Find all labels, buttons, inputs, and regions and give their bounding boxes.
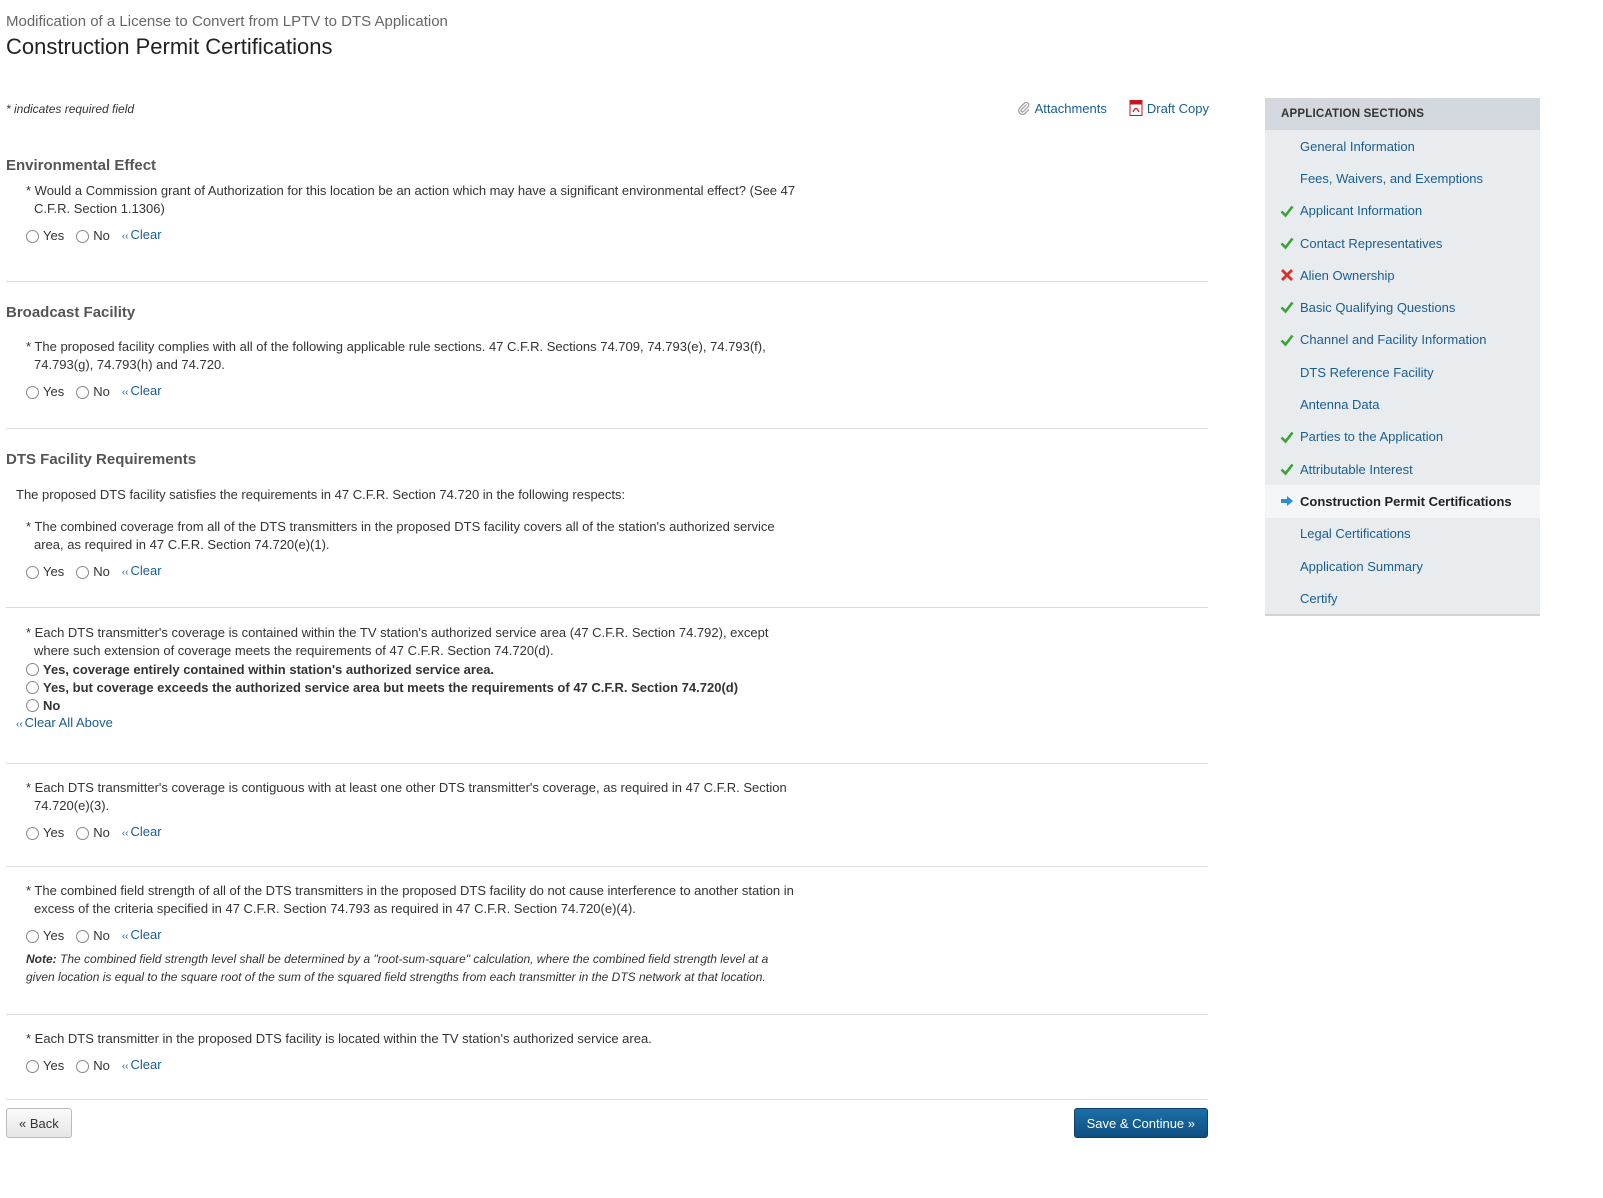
sidebar-item[interactable] xyxy=(1265,324,1540,356)
yes-no-group xyxy=(16,1057,806,1075)
chevron-left-icon: ‹‹ xyxy=(16,719,23,730)
main-content xyxy=(6,96,1243,1100)
clear-link[interactable]: ‹‹ Clear xyxy=(121,927,162,942)
yes-no-group xyxy=(16,824,806,842)
radio-option-no[interactable] xyxy=(26,699,39,712)
sidebar-item[interactable] xyxy=(1265,582,1540,614)
section-dts-facility-requirements xyxy=(6,429,1208,608)
question-text: * The combined coverage from all of the DTS transmitters in the proposed DTS facility covers all of the station's authorized service area, as required in 47 C.F.R. Section 74.720(e)(1). xyxy=(26,519,775,552)
radio-yes[interactable] xyxy=(26,566,39,579)
radio-yes-label: Yes xyxy=(43,928,65,943)
sidebar-item-label: DTS Reference Facility xyxy=(1300,364,1434,380)
clear-link[interactable]: ‹‹ Clear xyxy=(121,824,162,839)
sidebar-heading: APPLICATION SECTIONS xyxy=(1265,98,1540,130)
clear-link[interactable]: ‹‹ Clear xyxy=(121,1057,162,1072)
radio-no[interactable] xyxy=(76,230,89,243)
sidebar-item-label: Applicant Information xyxy=(1300,203,1423,219)
toolbar-links xyxy=(1017,100,1209,116)
radio-no[interactable] xyxy=(76,1060,89,1073)
radio-no[interactable] xyxy=(76,386,89,399)
sidebar-item-label: Alien Ownership xyxy=(1300,267,1395,283)
chevron-left-icon: ‹‹ xyxy=(121,567,129,578)
radio-yes-label: Yes xyxy=(43,384,65,399)
sidebar-item[interactable] xyxy=(1265,356,1540,388)
radio-yes-label: Yes xyxy=(43,825,65,840)
question-text: * Each DTS transmitter's coverage is contiguous with at least one other DTS transmitter's coverage, as required in 47 C.F.R. Section 74.720(e)(3). xyxy=(26,780,787,813)
radio-no[interactable] xyxy=(76,566,89,579)
paperclip-icon xyxy=(1017,101,1031,115)
radio-no-label: No xyxy=(93,1058,110,1073)
form-buttons xyxy=(6,1108,1208,1138)
sidebar-item[interactable] xyxy=(1265,453,1540,485)
sidebar-item[interactable] xyxy=(1265,227,1540,259)
back-button[interactable]: « Back xyxy=(6,1108,72,1138)
dts-intro-text: The proposed DTS facility satisfies the requirements in 47 C.F.R. Section 74.720 in the following respects: xyxy=(16,487,626,502)
page-header xyxy=(6,12,448,62)
option-no xyxy=(6,696,1208,714)
yes-no-group xyxy=(16,383,806,401)
clear-link[interactable]: ‹‹ Clear xyxy=(121,227,162,242)
radio-no-label: No xyxy=(93,825,110,840)
section-dts-coverage-contained xyxy=(6,608,1208,764)
sidebar-item[interactable] xyxy=(1265,195,1540,227)
sidebar-item[interactable] xyxy=(1265,259,1540,291)
note-text: The combined field strength level shall be determined by a "root-sum-square" calculation, where the combined field strength level at a given location is equal to the square root of the sum of the squared field strengths from each transmitter in the DTS network at that location. xyxy=(26,952,769,984)
question-text: * Would a Commission grant of Authorization for this location be an action which may have a significant environmental effect? (See 47 C.F.R. Section 1.1306) xyxy=(26,183,796,216)
chevron-left-icon: ‹‹ xyxy=(121,387,129,398)
radio-yes-label: Yes xyxy=(43,564,65,579)
clear-all-row xyxy=(6,714,1208,732)
question xyxy=(6,1030,806,1075)
chevron-left-icon: ‹‹ xyxy=(121,1061,129,1072)
radio-yes-label: Yes xyxy=(43,228,65,243)
sidebar-item[interactable] xyxy=(1265,291,1540,323)
field-strength-note xyxy=(6,950,786,986)
sidebar-item-label: Contact Representatives xyxy=(1300,235,1443,251)
sidebar-item-label: Legal Certifications xyxy=(1300,526,1411,542)
question-text: * The combined field strength of all of the DTS transmitters in the proposed DTS facility do not cause interference to another station in excess of the criteria specified in 47 C.F.R. Section 74.793 as required in 47 C.F.R. Section 74.720(e)(4). xyxy=(26,883,794,916)
radio-yes[interactable] xyxy=(26,827,39,840)
yes-no-group xyxy=(16,563,806,581)
pdf-icon xyxy=(1129,100,1143,116)
radio-no-label: No xyxy=(93,384,110,399)
sidebar-item[interactable] xyxy=(1265,162,1540,194)
section-title: DTS Facility Requirements xyxy=(6,451,197,468)
sidebar-item-label: Construction Permit Certifications xyxy=(1300,493,1512,509)
checkmark-icon xyxy=(1280,204,1294,218)
draft-copy-link[interactable] xyxy=(1129,100,1209,116)
question-text: * Each DTS transmitter in the proposed DTS facility is located within the TV station's authorized service area. xyxy=(26,1031,652,1046)
checkmark-icon xyxy=(1280,462,1294,476)
radio-no-label: No xyxy=(93,928,110,943)
form-toolbar xyxy=(6,96,1243,126)
sidebar-item-label: Application Summary xyxy=(1300,558,1423,574)
chevron-left-icon: ‹‹ xyxy=(121,828,129,839)
save-continue-button[interactable]: Save & Continue » xyxy=(1074,1108,1208,1138)
page-title: Construction Permit Certifications xyxy=(6,34,333,59)
option-exceeds xyxy=(6,678,1208,696)
attachments-link[interactable] xyxy=(1017,100,1107,116)
option-label: Yes, coverage entirely contained within station's authorized service area. xyxy=(43,661,495,677)
sidebar-item-label: General Information xyxy=(1300,138,1415,154)
sidebar-item-label: Attributable Interest xyxy=(1300,461,1413,477)
radio-option-contained[interactable] xyxy=(26,663,39,676)
sidebar-item-label: Fees, Waivers, and Exemptions xyxy=(1300,170,1484,186)
option-label: No xyxy=(43,697,61,713)
sidebar-item-label: Antenna Data xyxy=(1300,397,1380,413)
required-field-note: * indicates required field xyxy=(6,102,135,116)
option-label: Yes, but coverage exceeds the authorized service area but meets the requirements of 47 C.F.R. Section 74.720(d) xyxy=(43,679,739,695)
checkmark-icon xyxy=(1280,333,1294,347)
arrow-right-icon xyxy=(1280,494,1294,508)
sidebar-item-label: Certify xyxy=(1300,590,1338,606)
radio-yes[interactable] xyxy=(26,930,39,943)
radio-no[interactable] xyxy=(76,930,89,943)
section-environmental-effect xyxy=(6,126,1208,282)
section-broadcast-facility xyxy=(6,282,1208,429)
radio-yes-label: Yes xyxy=(43,1058,65,1073)
radio-no-label: No xyxy=(93,228,110,243)
yes-no-group xyxy=(16,927,806,945)
question xyxy=(6,338,806,401)
sidebar-item[interactable] xyxy=(1265,130,1540,162)
attachments-label: Attachments xyxy=(1034,100,1107,116)
radio-yes[interactable] xyxy=(26,230,39,243)
checkmark-icon xyxy=(1280,430,1294,444)
chevron-left-icon: ‹‹ xyxy=(121,231,129,242)
section-title: Broadcast Facility xyxy=(6,304,136,321)
note-label: Note: xyxy=(26,952,57,966)
radio-no[interactable] xyxy=(76,827,89,840)
yes-no-group xyxy=(16,227,806,245)
chevron-left-icon: ‹‹ xyxy=(121,931,129,942)
sidebar-item[interactable] xyxy=(1265,550,1540,582)
section-dts-location xyxy=(6,1015,1208,1100)
sidebar-item[interactable] xyxy=(1265,485,1540,517)
sidebar-item-label: Channel and Facility Information xyxy=(1300,332,1487,348)
question xyxy=(6,518,806,581)
application-sections-sidebar xyxy=(1265,98,1540,616)
sidebar-item-label: Parties to the Application xyxy=(1300,429,1444,445)
sidebar-item[interactable] xyxy=(1265,388,1540,420)
radio-option-exceeds[interactable] xyxy=(26,681,39,694)
sidebar-item[interactable] xyxy=(1265,421,1540,453)
section-title: Environmental Effect xyxy=(6,157,157,174)
question-text: * Each DTS transmitter's coverage is contained within the TV station's authorized service area (47 C.F.R. Section 74.792), except where such extension of coverage meets the requirements of 47 C.F.R. Section 74.720(d). xyxy=(26,625,769,658)
radio-yes[interactable] xyxy=(26,386,39,399)
clear-all-above-link[interactable]: ‹‹ Clear All Above xyxy=(16,715,113,730)
option-contained xyxy=(6,660,1208,678)
sidebar-list xyxy=(1265,130,1540,614)
sidebar-item-label: Basic Qualifying Questions xyxy=(1300,300,1456,316)
section-dts-contiguous xyxy=(6,764,1208,867)
question xyxy=(6,779,806,842)
section-dts-field-strength xyxy=(6,867,1208,1015)
radio-yes[interactable] xyxy=(26,1060,39,1073)
page-subtitle: Modification of a License to Convert from LPTV to DTS Application xyxy=(6,13,448,30)
question-text: * The proposed facility complies with all of the following applicable rule sections. 47 C.F.R. Sections 74.709, 74.793(e), 74.793(f), 74.793(g), 74.793(h) and 74.720. xyxy=(26,339,766,372)
question xyxy=(6,624,806,660)
question xyxy=(6,182,806,245)
question xyxy=(6,882,806,945)
sidebar-item[interactable] xyxy=(1265,518,1540,550)
clear-link[interactable]: ‹‹ Clear xyxy=(121,563,162,578)
checkmark-icon xyxy=(1280,236,1294,250)
clear-link[interactable]: ‹‹ Clear xyxy=(121,383,162,398)
radio-no-label: No xyxy=(93,564,110,579)
draft-copy-label: Draft Copy xyxy=(1146,100,1209,116)
checkmark-icon xyxy=(1280,300,1294,314)
x-mark-icon xyxy=(1280,268,1294,282)
